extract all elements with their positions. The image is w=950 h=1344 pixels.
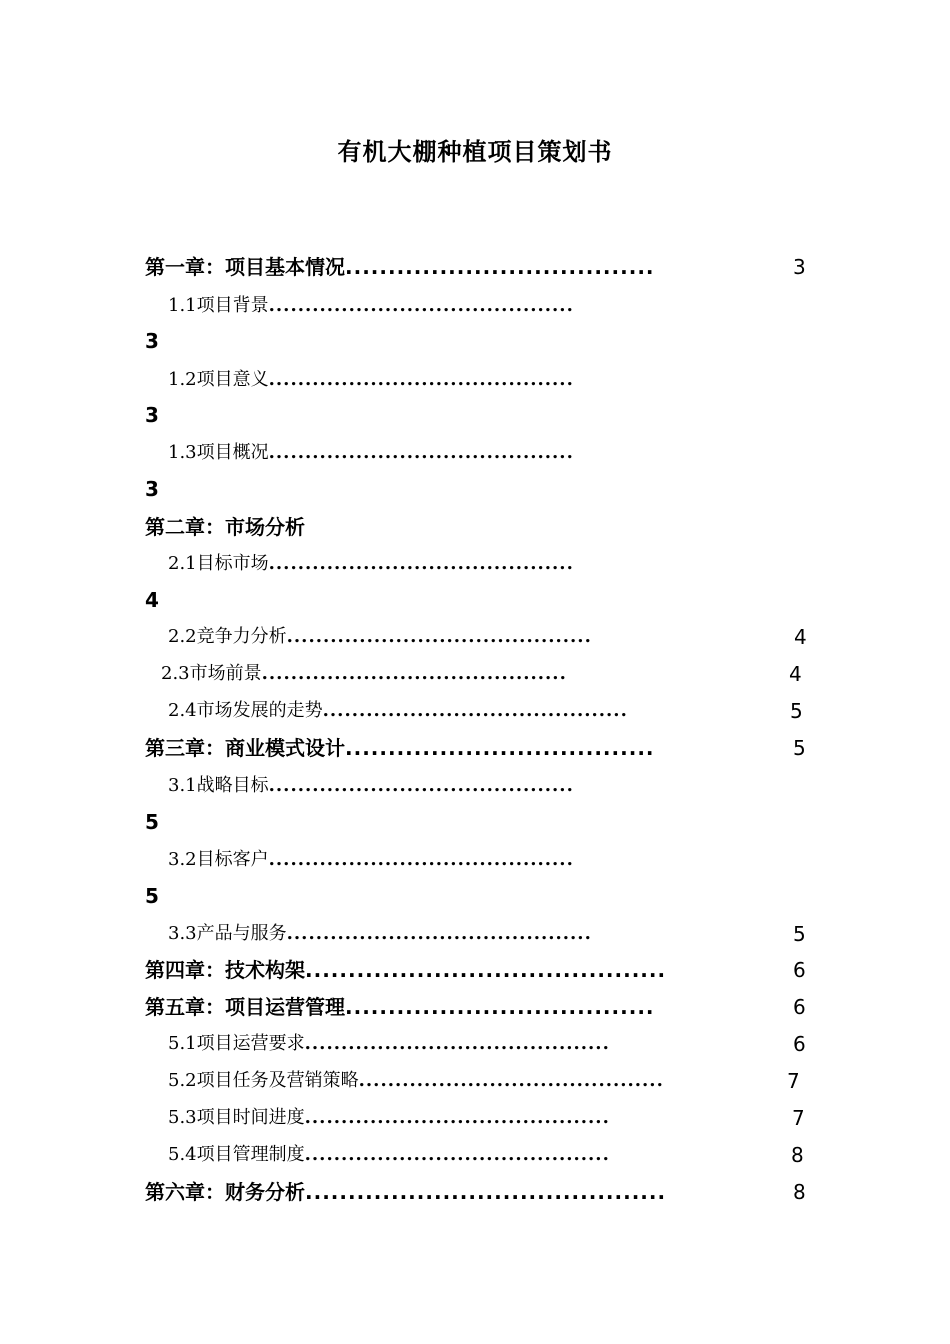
toc-entry-label: 5.4项目管理制度 <box>168 1144 305 1165</box>
toc-dot-leader: .................................... <box>345 255 655 279</box>
toc-entry-label: 2.4市场发展的走势 <box>168 700 323 721</box>
toc-page-number: 7 <box>787 1069 800 1093</box>
toc-dot-leader: .......................................... <box>261 663 567 684</box>
toc-dot-leader: .................................... <box>345 736 655 760</box>
toc-page-number: 5 <box>793 922 806 946</box>
toc-dot-leader: .......................................... <box>305 1180 667 1204</box>
toc-page-number: 5 <box>145 810 159 834</box>
toc-entry-label: 第三章：商业模式设计 <box>145 736 345 760</box>
toc-entry-label: 5.1项目运营要求 <box>168 1033 305 1054</box>
toc-page-number: 6 <box>793 958 806 982</box>
toc-entry-2-4[interactable] <box>168 696 770 726</box>
toc-dot-leader: .......................................... <box>268 553 574 574</box>
toc-dot-leader: .......................................... <box>322 700 628 721</box>
toc-entry-label: 第五章：项目运营管理 <box>145 995 345 1019</box>
toc-entry-label: 5.2项目任务及营销策略 <box>168 1070 359 1091</box>
toc-dot-leader: .......................................... <box>268 369 574 390</box>
toc-page-number: 3 <box>145 403 159 427</box>
toc-dot-leader: .................................... <box>345 995 655 1019</box>
toc-page-number: 6 <box>793 995 806 1019</box>
toc-dot-leader: .......................................... <box>358 1070 664 1091</box>
toc-page-number: 5 <box>793 736 806 760</box>
toc-page-number: 7 <box>792 1106 805 1130</box>
toc-dot-leader: .......................................... <box>305 958 667 982</box>
toc-entry-5-2[interactable] <box>168 1066 786 1096</box>
toc-page-number: 3 <box>145 329 159 353</box>
toc-dot-leader: .......................................... <box>304 1144 610 1165</box>
toc-entry-chapter-4[interactable] <box>145 955 793 985</box>
toc-entry-label: 第四章：技术构架 <box>145 958 305 982</box>
toc-page-number: 3 <box>145 477 159 501</box>
toc-entry-chapter-2[interactable] <box>145 512 645 542</box>
toc-page-number: 8 <box>793 1180 806 1204</box>
toc-entry-2-2[interactable] <box>168 622 768 652</box>
toc-page-number: 8 <box>791 1143 804 1167</box>
toc-entry-label: 1.2项目意义 <box>168 369 269 390</box>
toc-entry-label: 第一章：项目基本情况 <box>145 255 345 279</box>
toc-dot-leader: .......................................... <box>268 295 574 316</box>
toc-dot-leader: .......................................... <box>304 1107 610 1128</box>
toc-entry-5-3[interactable] <box>168 1103 770 1133</box>
toc-entry-3-1[interactable] <box>168 771 780 801</box>
toc-entry-label: 3.2目标客户 <box>168 849 269 870</box>
toc-dot-leader: .......................................... <box>286 626 592 647</box>
toc-page-number: 6 <box>793 1032 806 1056</box>
toc-entry-2-3[interactable] <box>161 659 773 689</box>
toc-page-number: 4 <box>145 588 159 612</box>
toc-page-number: 4 <box>789 662 802 686</box>
toc-dot-leader: .......................................... <box>268 775 574 796</box>
toc-dot-leader: .......................................... <box>268 442 574 463</box>
toc-entry-chapter-5[interactable] <box>145 992 793 1022</box>
toc-entry-3-3[interactable] <box>168 919 770 949</box>
toc-page-number: 3 <box>793 255 806 279</box>
toc-entry-5-1[interactable] <box>168 1029 770 1059</box>
toc-entry-chapter-3[interactable] <box>145 733 793 763</box>
toc-entry-label: 第二章：市场分析 <box>145 515 305 539</box>
toc-entry-label: 1.3项目概况 <box>168 442 269 463</box>
toc-dot-leader: .......................................... <box>304 1033 610 1054</box>
toc-entry-label: 2.1目标市场 <box>168 553 269 574</box>
toc-page-number: 5 <box>790 699 803 723</box>
toc-dot-leader: .......................................... <box>268 849 574 870</box>
toc-entry-1-3[interactable] <box>168 438 780 468</box>
document-title: 有机大棚种植项目策划书 <box>337 138 613 166</box>
toc-entry-label: 1.1项目背景 <box>168 295 269 316</box>
toc-entry-2-1[interactable] <box>168 549 780 579</box>
toc-entry-chapter-6[interactable] <box>145 1177 793 1207</box>
toc-entry-label: 3.1战略目标 <box>168 775 269 796</box>
toc-entry-5-4[interactable] <box>168 1140 770 1170</box>
toc-entry-label: 2.3市场前景 <box>161 663 262 684</box>
toc-dot-leader: .......................................... <box>286 923 592 944</box>
toc-entry-label: 5.3项目时间进度 <box>168 1107 305 1128</box>
toc-entry-chapter-1[interactable] <box>145 252 793 282</box>
toc-page-number: 5 <box>145 884 159 908</box>
toc-entry-3-2[interactable] <box>168 845 780 875</box>
toc-entry-label: 第六章：财务分析 <box>145 1180 305 1204</box>
toc-entry-1-2[interactable] <box>168 365 780 395</box>
toc-entry-label: 3.3产品与服务 <box>168 923 287 944</box>
toc-page-number: 4 <box>794 625 807 649</box>
toc-entry-1-1[interactable] <box>168 291 780 321</box>
toc-entry-label: 2.2竞争力分析 <box>168 626 287 647</box>
